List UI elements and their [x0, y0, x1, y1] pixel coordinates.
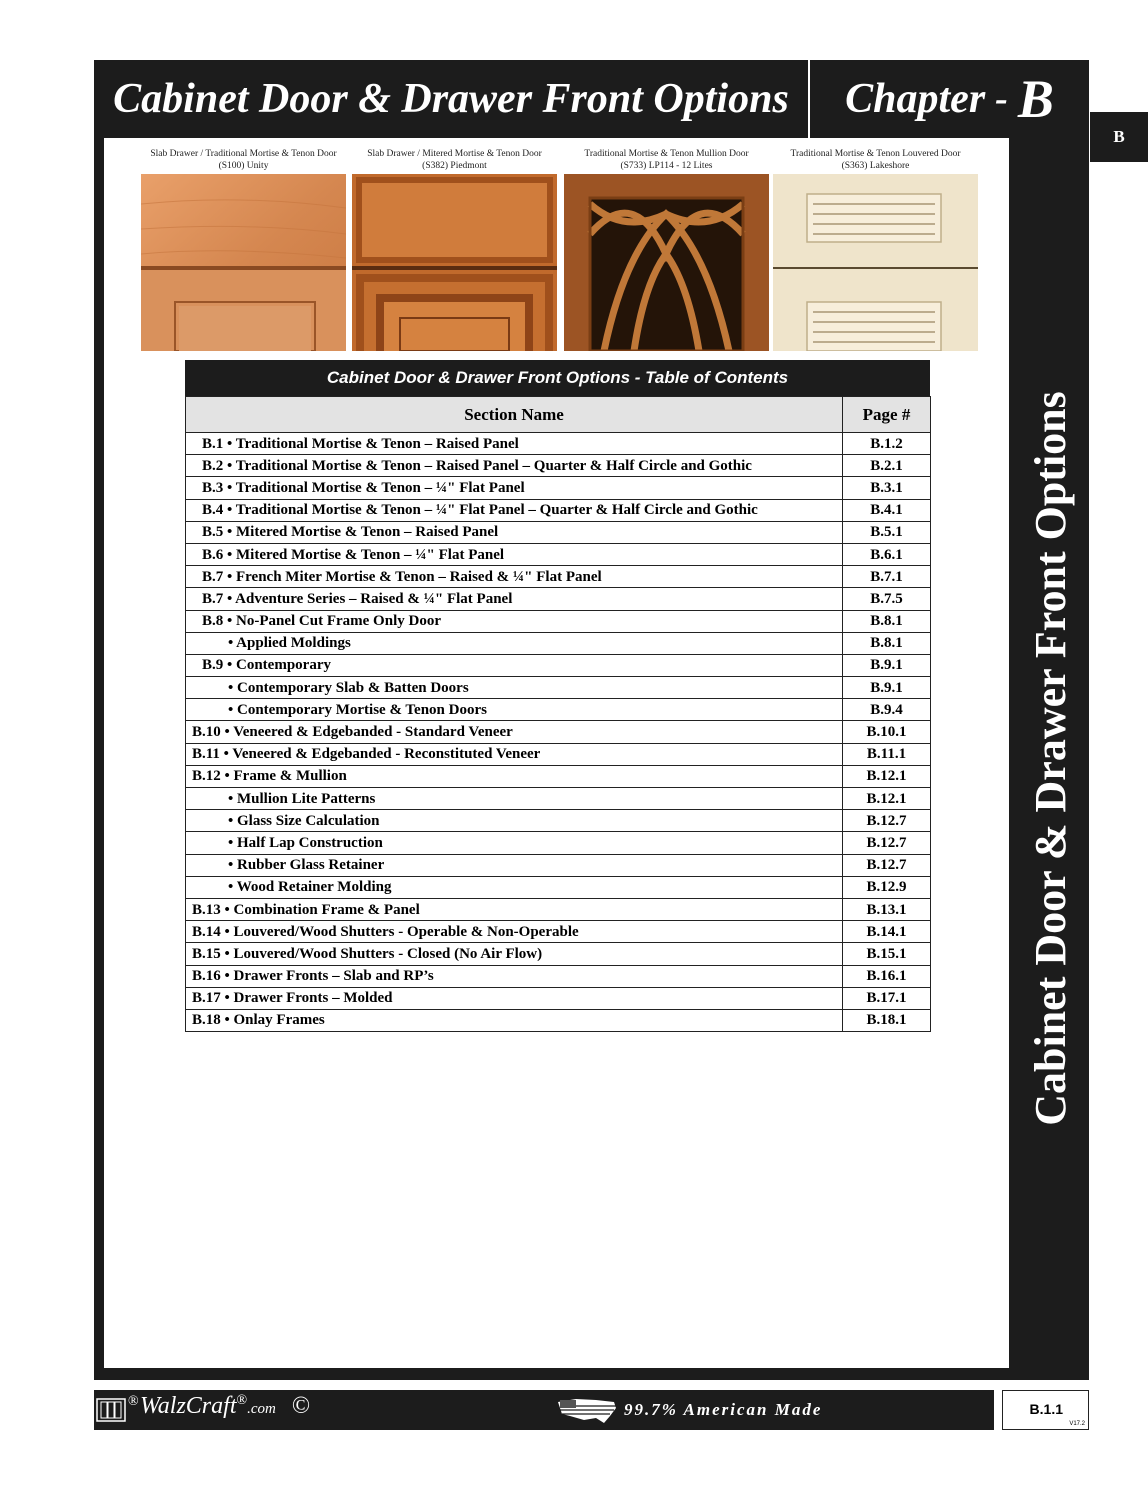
- toc-page-number: B.11.1: [843, 743, 931, 765]
- toc-section-name: B.14 • Louvered/Wood Shutters - Operable & Non-Operable: [186, 921, 843, 943]
- brand-registered: ®: [236, 1393, 248, 1408]
- toc-section-name: • Half Lap Construction: [186, 832, 843, 854]
- chapter-word: Chapter: [845, 76, 986, 122]
- toc-row[interactable]: [186, 477, 931, 499]
- toc-page-number: B.5.1: [843, 521, 931, 543]
- toc-row[interactable]: [186, 854, 931, 876]
- toc-page-number: B.12.1: [843, 788, 931, 810]
- photo-caption: Traditional Mortise & Tenon Louvered Door: [790, 149, 961, 159]
- toc-page-number: B.9.1: [843, 677, 931, 699]
- toc-page-number: B.4.1: [843, 499, 931, 521]
- toc-table: [185, 396, 931, 1032]
- toc-section-name: B.4 • Traditional Mortise & Tenon – ¼" Flat Panel – Quarter & Half Circle and Gothic: [186, 499, 843, 521]
- toc-page-number: B.7.5: [843, 588, 931, 610]
- footer-bar: [94, 1390, 994, 1430]
- toc-page-number: B.2.1: [843, 455, 931, 477]
- toc-page-number: B.12.7: [843, 854, 931, 876]
- toc-section-name: B.9 • Contemporary: [186, 654, 843, 676]
- section-name-header: Section Name: [186, 397, 843, 433]
- toc-section-name: • Mullion Lite Patterns: [186, 788, 843, 810]
- photo-subcaption: (S382) Piedmont: [422, 161, 487, 171]
- toc-section-name: B.11 • Veneered & Edgebanded - Reconstituted Veneer: [186, 743, 843, 765]
- page-title: Cabinet Door & Drawer Front Options: [113, 76, 789, 122]
- usa-flag-map-icon: [556, 1396, 618, 1426]
- photo-caption: Slab Drawer / Traditional Mortise & Tenon Door: [150, 149, 337, 159]
- toc-section-name: B.18 • Onlay Frames: [186, 1009, 843, 1031]
- chapter-letter: B: [1017, 69, 1054, 129]
- vertical-title-text: Cabinet Door & Drawer Front Options: [1025, 390, 1075, 1126]
- toc-section-name: B.7 • Adventure Series – Raised & ¼" Flat Panel: [186, 588, 843, 610]
- toc-page-number: B.9.1: [843, 654, 931, 676]
- toc-page-number: B.15.1: [843, 943, 931, 965]
- toc-row[interactable]: [186, 632, 931, 654]
- toc-section-name: B.7 • French Miter Mortise & Tenon – Raised & ¼" Flat Panel: [186, 566, 843, 588]
- toc-row[interactable]: [186, 543, 931, 565]
- toc-row[interactable]: [186, 876, 931, 898]
- brand-logo: [140, 1393, 310, 1420]
- toc-page-number: B.9.4: [843, 699, 931, 721]
- copyright-mark: ©: [291, 1393, 311, 1419]
- toc-page-number: B.3.1: [843, 477, 931, 499]
- toc-section-name: • Contemporary Slab & Batten Doors: [186, 677, 843, 699]
- toc-row[interactable]: [186, 832, 931, 854]
- toc-section-name: B.6 • Mitered Mortise & Tenon – ¼" Flat Panel: [186, 543, 843, 565]
- door-image: [141, 174, 346, 351]
- door-photo-piedmont: [352, 148, 557, 352]
- toc-page-number: B.6.1: [843, 543, 931, 565]
- table-of-contents: [185, 360, 930, 1032]
- toc-section-name: B.15 • Louvered/Wood Shutters - Closed (No Air Flow): [186, 943, 843, 965]
- toc-page-number: B.12.9: [843, 876, 931, 898]
- toc-row[interactable]: [186, 743, 931, 765]
- page-number-header: Page #: [843, 397, 931, 433]
- toc-page-number: B.17.1: [843, 987, 931, 1009]
- toc-section-name: B.10 • Veneered & Edgebanded - Standard Veneer: [186, 721, 843, 743]
- toc-row[interactable]: [186, 898, 931, 920]
- toc-row[interactable]: [186, 566, 931, 588]
- toc-page-number: B.10.1: [843, 721, 931, 743]
- toc-section-name: B.12 • Frame & Mullion: [186, 765, 843, 787]
- brand-name: WalzCraft: [140, 1393, 237, 1419]
- page-number: B.1.1: [1029, 1401, 1063, 1417]
- american-made-text: 99.7% American Made: [624, 1400, 823, 1419]
- toc-row[interactable]: [186, 921, 931, 943]
- photo-subcaption: (S363) Lakeshore: [841, 161, 910, 171]
- toc-page-number: B.1.2: [843, 433, 931, 455]
- door-image: [352, 174, 557, 351]
- chapter-dash: -: [995, 78, 1008, 120]
- toc-section-name: • Glass Size Calculation: [186, 810, 843, 832]
- toc-page-number: B.12.7: [843, 832, 931, 854]
- toc-page-number: B.7.1: [843, 566, 931, 588]
- photo-caption: Traditional Mortise & Tenon Mullion Door: [584, 149, 749, 159]
- toc-row[interactable]: [186, 654, 931, 676]
- toc-row[interactable]: [186, 721, 931, 743]
- door-image: [773, 174, 978, 351]
- toc-row[interactable]: [186, 965, 931, 987]
- toc-row[interactable]: [186, 987, 931, 1009]
- page-title-box: [94, 60, 808, 138]
- toc-section-name: B.5 • Mitered Mortise & Tenon – Raised Panel: [186, 521, 843, 543]
- toc-heading: Cabinet Door & Drawer Front Options - Table of Contents: [185, 360, 930, 396]
- toc-header-row: [186, 397, 931, 433]
- toc-section-name: • Applied Moldings: [186, 632, 843, 654]
- toc-section-name: B.1 • Traditional Mortise & Tenon – Raised Panel: [186, 433, 843, 455]
- toc-row[interactable]: [186, 810, 931, 832]
- chapter-side-tab[interactable]: B: [1090, 112, 1148, 162]
- toc-row[interactable]: [186, 455, 931, 477]
- toc-row[interactable]: [186, 788, 931, 810]
- page-number-box: [1002, 1390, 1089, 1430]
- registered-mark: ®: [128, 1394, 139, 1409]
- door-photo-lp114: [564, 148, 769, 352]
- door-image: [564, 174, 769, 351]
- toc-row[interactable]: [186, 433, 931, 455]
- toc-page-number: B.14.1: [843, 921, 931, 943]
- toc-page-number: B.16.1: [843, 965, 931, 987]
- toc-section-name: B.16 • Drawer Fronts – Slab and RP’s: [186, 965, 843, 987]
- door-logo-icon: [96, 1398, 126, 1422]
- brand-suffix: .com: [247, 1401, 276, 1417]
- toc-section-name: • Rubber Glass Retainer: [186, 854, 843, 876]
- toc-section-name: B.17 • Drawer Fronts – Molded: [186, 987, 843, 1009]
- toc-row[interactable]: [186, 499, 931, 521]
- chapter-label: [810, 60, 1089, 138]
- toc-section-name: B.2 • Traditional Mortise & Tenon – Raised Panel – Quarter & Half Circle and Gothic: [186, 455, 843, 477]
- toc-row[interactable]: [186, 521, 931, 543]
- toc-page-number: B.8.1: [843, 610, 931, 632]
- toc-row[interactable]: [186, 1009, 931, 1031]
- toc-page-number: B.18.1: [843, 1009, 931, 1031]
- toc-row[interactable]: [186, 765, 931, 787]
- toc-section-name: B.3 • Traditional Mortise & Tenon – ¼" Flat Panel: [186, 477, 843, 499]
- photo-caption: Slab Drawer / Mitered Mortise & Tenon Door: [367, 149, 542, 159]
- toc-row[interactable]: [186, 943, 931, 965]
- version-label: V17.2: [1069, 1421, 1085, 1427]
- toc-section-name: B.8 • No-Panel Cut Frame Only Door: [186, 610, 843, 632]
- toc-section-name: • Contemporary Mortise & Tenon Doors: [186, 699, 843, 721]
- photo-subcaption: (S100) Unity: [218, 161, 269, 171]
- toc-row[interactable]: [186, 610, 931, 632]
- door-photo-lakeshore: [773, 148, 978, 352]
- toc-page-number: B.8.1: [843, 632, 931, 654]
- toc-section-name: B.13 • Combination Frame & Panel: [186, 898, 843, 920]
- door-photo-unity: [141, 148, 346, 352]
- toc-section-name: • Wood Retainer Molding: [186, 876, 843, 898]
- toc-row[interactable]: [186, 699, 931, 721]
- toc-row[interactable]: [186, 677, 931, 699]
- toc-page-number: B.12.7: [843, 810, 931, 832]
- toc-row[interactable]: [186, 588, 931, 610]
- photo-subcaption: (S733) LP114 - 12 Lites: [620, 161, 713, 171]
- toc-page-number: B.12.1: [843, 765, 931, 787]
- toc-page-number: B.13.1: [843, 898, 931, 920]
- vertical-title: [1015, 383, 1085, 1133]
